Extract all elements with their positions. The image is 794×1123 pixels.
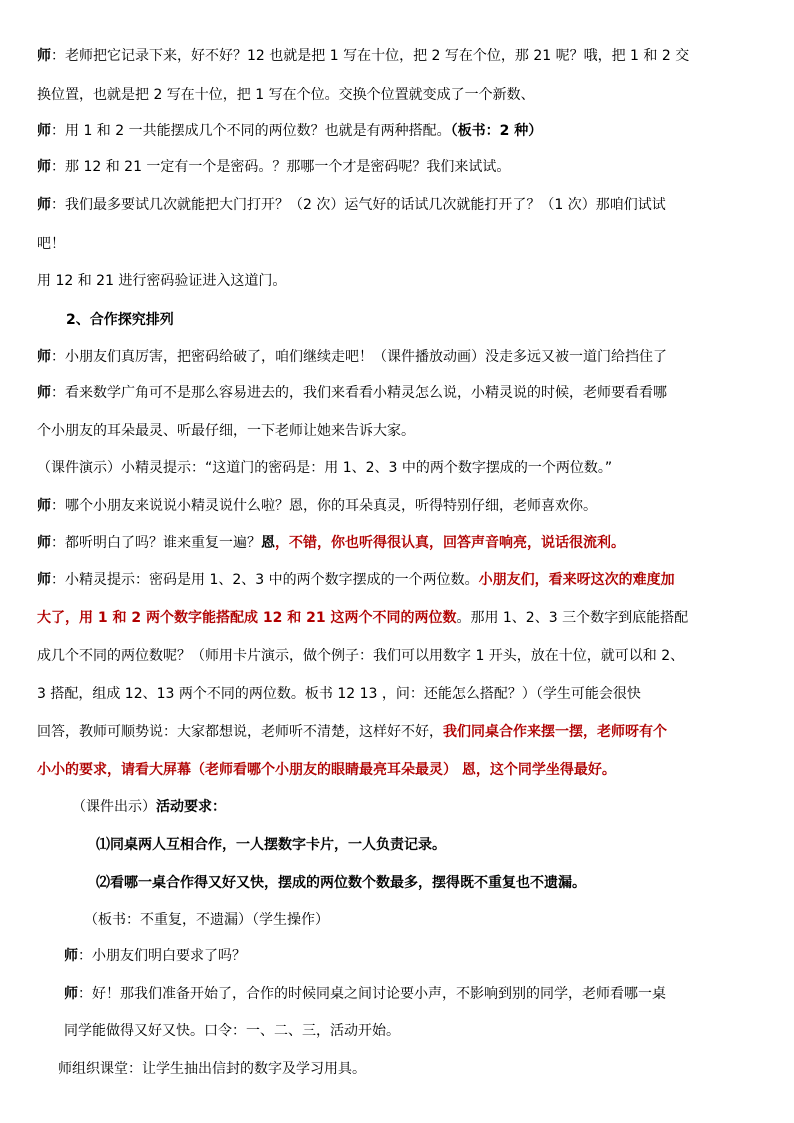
text-line — [37, 45, 689, 67]
text-line — [96, 834, 446, 856]
text-line — [37, 382, 667, 404]
text-line — [37, 759, 616, 781]
bold-text: 师 — [37, 197, 51, 213]
text-segment: （课件出示） — [72, 799, 156, 815]
bold-text: ⑵看哪一桌合作得又好又快，摆成的两位数个数最多，摆得既不重复也不遗漏。 — [96, 875, 586, 891]
text-segment: 用 12 和 21 进行密码验证进入这道门。 — [37, 273, 287, 289]
text-line — [72, 796, 226, 818]
text-segment: ：小朋友们明白要求了吗？ — [78, 948, 246, 964]
text-segment: 成几个不同的两位数呢？（师用卡片演示，做个例子：我们可以用数字 1 开头，放在十位，就可以和 2、 — [37, 648, 685, 664]
text-line — [37, 156, 510, 178]
bold-text: 恩 — [261, 535, 275, 551]
text-line — [37, 84, 535, 106]
text-segment: 换位置，也就是把 2 写在十位，把 1 写在个位。交换个位置就变成了一个新数、 — [37, 87, 535, 103]
text-segment: ：小精灵提示：密码是用 1、2、3 中的两个数字摆成的一个两位数。 — [51, 572, 479, 588]
text-line — [37, 721, 667, 743]
text-segment: 个小朋友的耳朵最灵、听最仔细，一下老师让她来告诉大家。 — [37, 423, 415, 439]
text-line — [64, 945, 246, 967]
text-segment: 回答，教师可顺势说：大家都想说，老师听不清楚，这样好不好， — [37, 724, 443, 740]
highlighted-text: 大了，用 1 和 2 两个数字能搭配成 12 和 21 这两个不同的两位数 — [37, 610, 457, 626]
bold-text: 师 — [37, 349, 51, 365]
text-line — [37, 532, 625, 554]
bold-text: 师 — [37, 535, 51, 551]
bold-text: 师 — [37, 48, 51, 64]
text-line — [37, 457, 612, 479]
text-line — [64, 983, 666, 1005]
text-line — [96, 872, 586, 894]
text-line — [37, 270, 286, 292]
text-segment: 吧！ — [37, 236, 65, 252]
bold-text: 师 — [37, 123, 51, 139]
text-segment: 3 搭配，组成 12、13 两个不同的两位数。板书 12 13 ，问：还能怎么搭配？）（学生可能会很快 — [37, 686, 641, 702]
highlighted-text: 小朋友们，看来呀这次的难度加 — [478, 572, 675, 588]
text-segment: ：老师把它记录下来，好不好？12 也就是把 1 写在十位，把 2 写在个位，那 21 呢？哦，把 1 和 2 交 — [51, 48, 690, 64]
text-line — [37, 607, 688, 629]
text-segment: ：哪个小朋友来说说小精灵说什么啦？恩，你的耳朵真灵，听得特别仔细，老师喜欢你。 — [51, 498, 597, 514]
bold-text: 师 — [37, 572, 51, 588]
text-line — [37, 346, 667, 368]
text-segment: ：好！那我们准备开始了，合作的时候同桌之间讨论要小声，不影响到别的同学，老师看哪一桌 — [78, 986, 666, 1002]
bold-text: 师 — [37, 385, 51, 401]
highlighted-text: 我们同桌合作来摆一摆，老师呀有个 — [443, 724, 667, 740]
text-line — [66, 309, 174, 331]
text-segment: 。那用 1、2、3 三个数字到底能搭配 — [456, 610, 689, 626]
text-segment: ：小朋友们真厉害，把密码给破了，咱们继续走吧！（课件播放动画）没走多远又被一道门给挡住了 — [51, 349, 667, 365]
bold-text: 师 — [64, 948, 78, 964]
text-segment: （课件演示）小精灵提示：“这道门的密码是：用 1、2、3 中的两个数字摆成的一个两位数。” — [37, 460, 613, 476]
text-line — [37, 120, 542, 142]
text-line — [37, 194, 666, 216]
highlighted-text: ，不错，你也听得很认真，回答声音响亮，说话很流利。 — [275, 535, 625, 551]
text-line — [84, 909, 329, 931]
bold-text: （板书：2 种） — [450, 123, 543, 139]
bold-text: 2、合作探究排列 — [66, 312, 174, 328]
bold-text: 师 — [64, 986, 78, 1002]
bold-text: 师 — [37, 159, 51, 175]
text-line — [37, 645, 684, 667]
text-line — [37, 420, 415, 442]
bold-text: 师 — [37, 498, 51, 514]
bold-text: ⑴同桌两人互相合作，一人摆数字卡片，一人负责记录。 — [96, 837, 446, 853]
text-line — [37, 233, 65, 255]
text-segment: ：那 12 和 21 一定有一个是密码。？那哪一个才是密码呢？我们来试试。 — [51, 159, 511, 175]
text-segment: ：都听明白了吗？谁来重复一遍？ — [51, 535, 261, 551]
text-line — [37, 495, 597, 517]
text-segment: 师组织课堂：让学生抽出信封的数字及学习用具。 — [58, 1061, 366, 1077]
text-segment: ：我们最多要试几次就能把大门打开？（2 次）运气好的话试几次就能打开了？（1 次）那咱们试试 — [51, 197, 666, 213]
text-segment: ：用 1 和 2 一共能摆成几个不同的两位数？也就是有两种搭配。 — [51, 123, 451, 139]
text-line — [37, 569, 675, 591]
highlighted-text: 小小的要求，请看大屏幕（老师看哪个小朋友的眼睛最亮耳朵最灵） 恩，这个同学坐得最好。 — [37, 762, 616, 778]
text-segment: ：看来数学广角可不是那么容易进去的，我们来看看小精灵怎么说，小精灵说的时候，老师要看看哪 — [51, 385, 667, 401]
text-line — [37, 683, 641, 705]
text-line — [58, 1058, 366, 1080]
bold-text: 活动要求： — [156, 799, 226, 815]
text-segment: （板书：不重复，不遗漏）（学生操作） — [84, 912, 329, 928]
text-segment: 同学能做得又好又快。口令：一、二、三，活动开始。 — [64, 1023, 400, 1039]
text-line — [64, 1020, 400, 1042]
